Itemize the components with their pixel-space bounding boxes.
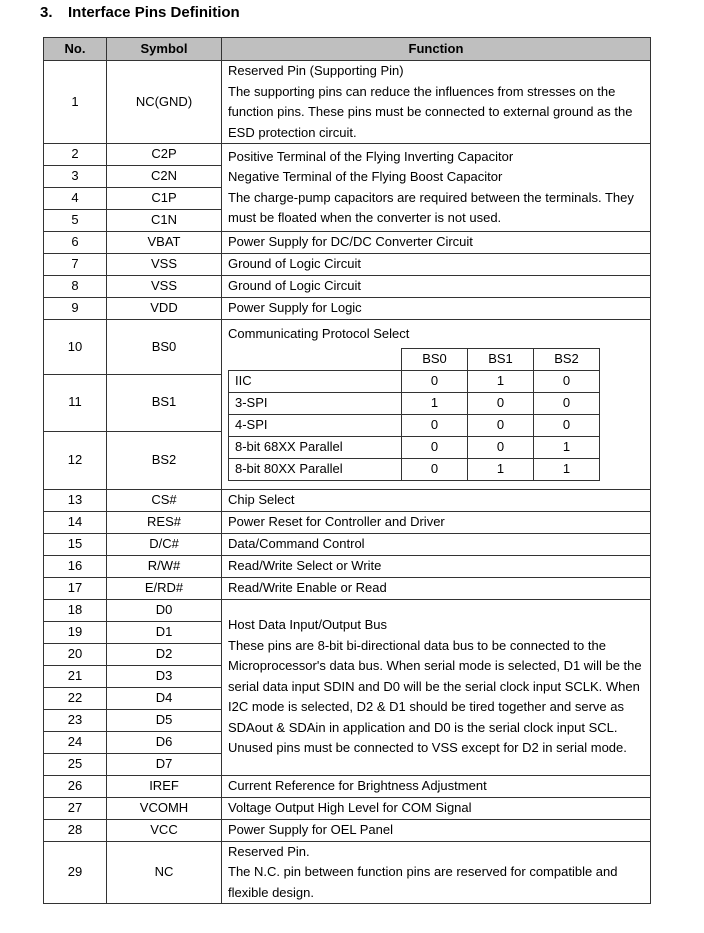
pin-number: 1 bbox=[44, 61, 107, 144]
bs-header-blank bbox=[229, 348, 402, 370]
table-row bbox=[44, 841, 651, 904]
bs-value: 0 bbox=[402, 436, 468, 458]
table-row bbox=[44, 577, 651, 599]
pin-symbol: CS# bbox=[107, 489, 222, 511]
bs-value: 1 bbox=[534, 458, 600, 480]
pin-symbol: R/W# bbox=[107, 555, 222, 577]
pin-symbol: D/C# bbox=[107, 533, 222, 555]
section-heading bbox=[40, 4, 240, 21]
pin-function: Power Reset for Controller and Driver bbox=[222, 511, 651, 533]
pin-function: Chip Select bbox=[222, 489, 651, 511]
bs-mode: 8-bit 68XX Parallel bbox=[229, 436, 402, 458]
pin-number: 22 bbox=[44, 687, 107, 709]
bs-mode: 4-SPI bbox=[229, 414, 402, 436]
pin-symbol: IREF bbox=[107, 775, 222, 797]
function-text: The N.C. pin between function pins are reserved for compatible and flexible design. bbox=[228, 864, 618, 900]
function-text: These pins are 8-bit bi-directional data bus to be connected to the Microprocessor's data bus. When serial mode is selected, D1 will be the serial data input SDIN and D0 will be the serial clock input SCLK. When I2C mode is selected, D2 & D1 should be tired together and serve as SDAout & SDAin in application and D0 is the serial clock input SCL. bbox=[228, 637, 642, 735]
bs-value: 1 bbox=[402, 392, 468, 414]
pin-symbol: VCC bbox=[107, 819, 222, 841]
pin-function: Ground of Logic Circuit bbox=[222, 276, 651, 298]
pin-symbol: C2P bbox=[107, 144, 222, 166]
table-row bbox=[44, 254, 651, 276]
pin-number: 9 bbox=[44, 298, 107, 320]
bs-value: 0 bbox=[534, 370, 600, 392]
table-row bbox=[44, 599, 651, 621]
pin-number: 25 bbox=[44, 753, 107, 775]
pin-symbol: BS2 bbox=[107, 431, 222, 489]
bs-value: 0 bbox=[402, 414, 468, 436]
table-row bbox=[44, 320, 651, 375]
pin-number: 15 bbox=[44, 533, 107, 555]
pin-function: Power Supply for OEL Panel bbox=[222, 819, 651, 841]
pin-number: 16 bbox=[44, 555, 107, 577]
pin-function: Data/Command Control bbox=[222, 533, 651, 555]
pin-symbol: D1 bbox=[107, 621, 222, 643]
table-row bbox=[44, 489, 651, 511]
pin-symbol: D3 bbox=[107, 665, 222, 687]
bs-value: 1 bbox=[468, 370, 534, 392]
column-header-no: No. bbox=[44, 38, 107, 61]
table-row bbox=[44, 298, 651, 320]
table-row bbox=[44, 511, 651, 533]
pin-number: 2 bbox=[44, 144, 107, 166]
pin-number: 21 bbox=[44, 665, 107, 687]
pin-function bbox=[222, 841, 651, 904]
function-text: The charge-pump capacitors are required between the terminals. They must be floated when the converter is not used. bbox=[228, 189, 634, 225]
pin-number: 13 bbox=[44, 489, 107, 511]
pin-number: 10 bbox=[44, 320, 107, 375]
bs-row bbox=[229, 414, 600, 436]
function-text: Positive Terminal of the Flying Inverting Capacitor bbox=[228, 148, 514, 164]
bs-value: 0 bbox=[534, 414, 600, 436]
pin-symbol: D6 bbox=[107, 731, 222, 753]
pin-number: 19 bbox=[44, 621, 107, 643]
table-row bbox=[44, 819, 651, 841]
section-number: 3. bbox=[40, 4, 53, 21]
pin-number: 20 bbox=[44, 643, 107, 665]
pin-symbol: D0 bbox=[107, 599, 222, 621]
pin-symbol: C1N bbox=[107, 210, 222, 232]
column-header-symbol: Symbol bbox=[107, 38, 222, 61]
pin-function: Voltage Output High Level for COM Signal bbox=[222, 797, 651, 819]
pin-symbol: VSS bbox=[107, 276, 222, 298]
pin-number: 5 bbox=[44, 210, 107, 232]
pin-symbol: VCOMH bbox=[107, 797, 222, 819]
bs-mode: 8-bit 80XX Parallel bbox=[229, 458, 402, 480]
pin-number: 24 bbox=[44, 731, 107, 753]
pin-number: 4 bbox=[44, 188, 107, 210]
table-row bbox=[44, 232, 651, 254]
pin-number: 3 bbox=[44, 166, 107, 188]
pin-function: Read/Write Select or Write bbox=[222, 555, 651, 577]
table-row bbox=[44, 144, 651, 166]
pin-number: 17 bbox=[44, 577, 107, 599]
column-header-function: Function bbox=[222, 38, 651, 61]
bs-header: BS2 bbox=[534, 348, 600, 370]
bs-row bbox=[229, 436, 600, 458]
pin-symbol: VSS bbox=[107, 254, 222, 276]
bs-row bbox=[229, 392, 600, 414]
pin-number: 28 bbox=[44, 819, 107, 841]
function-text: Reserved Pin. bbox=[228, 843, 310, 859]
pin-symbol: D2 bbox=[107, 643, 222, 665]
pin-function bbox=[222, 320, 651, 490]
function-text: Unused pins must be connected to VSS except for D2 in serial mode. bbox=[228, 740, 627, 756]
pin-symbol: D4 bbox=[107, 687, 222, 709]
pin-symbol: VBAT bbox=[107, 232, 222, 254]
pin-number: 8 bbox=[44, 276, 107, 298]
bs-mode-table bbox=[228, 348, 600, 481]
bs-row bbox=[229, 370, 600, 392]
bs-value: 0 bbox=[402, 370, 468, 392]
pin-symbol: C1P bbox=[107, 188, 222, 210]
table-row bbox=[44, 61, 651, 144]
bs-value: 1 bbox=[468, 458, 534, 480]
bs-value: 0 bbox=[468, 414, 534, 436]
pin-symbol: D5 bbox=[107, 709, 222, 731]
function-text: The supporting pins can reduce the influences from stresses on the function pins. These pins must be connected to external ground as the ESD protection circuit. bbox=[228, 83, 633, 140]
pin-function: Current Reference for Brightness Adjustment bbox=[222, 775, 651, 797]
pin-symbol: RES# bbox=[107, 511, 222, 533]
protocol-select-title: Communicating Protocol Select bbox=[228, 326, 410, 341]
pin-symbol: NC bbox=[107, 841, 222, 904]
pin-function: Power Supply for Logic bbox=[222, 298, 651, 320]
bs-value: 0 bbox=[534, 392, 600, 414]
bs-value: 0 bbox=[468, 436, 534, 458]
pin-number: 7 bbox=[44, 254, 107, 276]
table-row bbox=[44, 555, 651, 577]
section-title: Interface Pins Definition bbox=[68, 4, 240, 21]
table-row bbox=[44, 797, 651, 819]
bs-mode: 3-SPI bbox=[229, 392, 402, 414]
pin-function bbox=[222, 144, 651, 232]
pin-function: Power Supply for DC/DC Converter Circuit bbox=[222, 232, 651, 254]
function-text: Host Data Input/Output Bus bbox=[228, 617, 387, 633]
pin-number: 6 bbox=[44, 232, 107, 254]
bs-mode: IIC bbox=[229, 370, 402, 392]
pin-number: 18 bbox=[44, 599, 107, 621]
pin-number: 14 bbox=[44, 511, 107, 533]
pin-symbol: D7 bbox=[107, 753, 222, 775]
pin-definition-table bbox=[43, 37, 651, 904]
function-text: Negative Terminal of the Flying Boost Capacitor bbox=[228, 169, 503, 184]
bs-header-row bbox=[229, 348, 600, 370]
bs-header: BS1 bbox=[468, 348, 534, 370]
table-header-row bbox=[44, 38, 651, 61]
pin-symbol: VDD bbox=[107, 298, 222, 320]
bs-value: 0 bbox=[402, 458, 468, 480]
pin-symbol: NC(GND) bbox=[107, 61, 222, 144]
pin-function bbox=[222, 599, 651, 775]
pin-function: Read/Write Enable or Read bbox=[222, 577, 651, 599]
pin-symbol: BS1 bbox=[107, 374, 222, 431]
function-text: Reserved Pin (Supporting Pin) bbox=[228, 63, 404, 78]
table-row bbox=[44, 276, 651, 298]
table-row bbox=[44, 775, 651, 797]
pin-number: 27 bbox=[44, 797, 107, 819]
pin-number: 12 bbox=[44, 431, 107, 489]
pin-number: 23 bbox=[44, 709, 107, 731]
bs-row bbox=[229, 458, 600, 480]
pin-symbol: BS0 bbox=[107, 320, 222, 375]
pin-function: Ground of Logic Circuit bbox=[222, 254, 651, 276]
bs-header: BS0 bbox=[402, 348, 468, 370]
pin-number: 29 bbox=[44, 841, 107, 904]
table-row bbox=[44, 533, 651, 555]
pin-number: 26 bbox=[44, 775, 107, 797]
pin-symbol: C2N bbox=[107, 166, 222, 188]
bs-value: 0 bbox=[468, 392, 534, 414]
bs-value: 1 bbox=[534, 436, 600, 458]
pin-number: 11 bbox=[44, 374, 107, 431]
pin-function bbox=[222, 61, 651, 144]
pin-symbol: E/RD# bbox=[107, 577, 222, 599]
